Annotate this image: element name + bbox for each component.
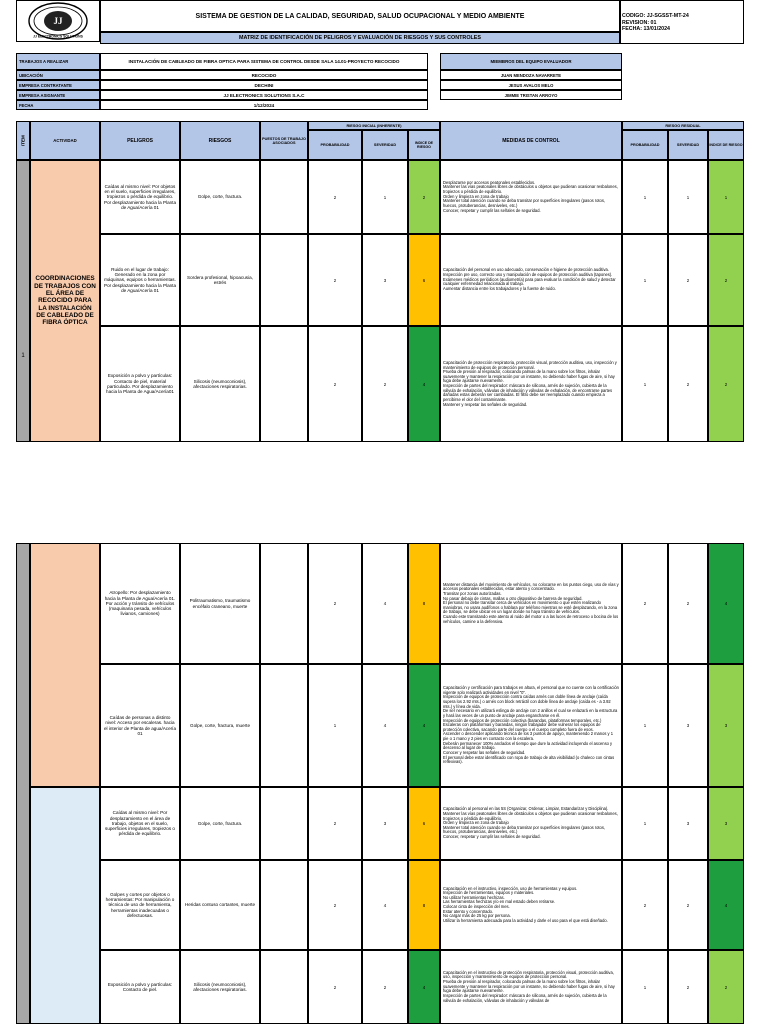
severidad-cell: 3 <box>362 787 408 860</box>
peligro-cell: Caídas de personas a distinto nivel: Acceso por escaleras. hacia el interior de Planta de agua/Acería 01 <box>100 664 180 787</box>
medidas-text: Capacitación en el instructivo, inspección, uso de herramientas y equipos. Inspección de herramientas, equipos y materiales. No utilizar herramientas hechizas. Las herramientas hechizas y/o en mal estado deben retirarse. Colocar cinta de inspección del mes. Estar atento y concentrado. No cargar más de 25 kg por persona. Utilizar la herramienta adecuada para la actividad y darle el uso para el que está diseñado. <box>443 885 608 923</box>
document-date: FECHA: 13/01/2024 <box>622 26 670 33</box>
puestos-cell <box>260 664 308 787</box>
residual-probabilidad-cell: 1 <box>622 787 668 860</box>
severidad-cell: 2 <box>362 950 408 1024</box>
probabilidad-cell: 2 <box>308 787 362 860</box>
medidas-control-cell <box>440 664 622 787</box>
riesgo-residual-header: RIESGO RESIDUAL <box>622 121 744 130</box>
table-row <box>16 234 744 326</box>
fecha-label: FECHA <box>16 100 100 110</box>
col-res-probabilidad-header: PROBABILIDAD <box>622 130 668 160</box>
residual-probabilidad-cell: 1 <box>622 160 668 234</box>
riesgo-cell: Politraumatismo, traumatismo encéfalo craneano, muerte <box>180 543 260 664</box>
peligro-cell: Exposición a polvo y partículas: Contacto de piel, material particulado. Por desplazamiento hacia la Planta de Agua/Acería01 <box>100 326 180 442</box>
residual-severidad-cell: 3 <box>668 664 708 787</box>
table-row <box>16 860 744 950</box>
ubicacion-label: UBICACIÓN <box>16 70 100 80</box>
probabilidad-cell: 2 <box>308 160 362 234</box>
col-res-indice-header: INDICE DE RIESGO <box>708 130 744 160</box>
col-res-severidad-header: SEVERIDAD <box>668 130 708 160</box>
indice-riesgo-cell: 6 <box>408 234 440 326</box>
asignante-label: EMPRESA ASIGNANTE <box>16 90 100 100</box>
residual-severidad-cell: 2 <box>668 860 708 950</box>
col-indice-header: INDICE DE RIESGO <box>408 130 440 160</box>
table-row <box>16 664 744 787</box>
indice-riesgo-cell: 8 <box>408 543 440 664</box>
peligro-cell: Atropello: Por desplazamiento hacia la Planta de Agua/Acería 01. Por acción y tránsito de vehículos (maquinaria pesada, vehículos livianos, camiones) <box>100 543 180 664</box>
residual-indice-cell: 2 <box>708 234 744 326</box>
riesgo-cell: Sordera profesional, hipoacusia, estrés <box>180 234 260 326</box>
svg-text:JJ ELECTRONICS SOLUTIONS: JJ ELECTRONICS SOLUTIONS <box>33 34 83 39</box>
indice-riesgo-cell: 2 <box>408 160 440 234</box>
residual-indice-cell: 4 <box>708 860 744 950</box>
matrix-title: MATRIZ DE IDENTIFICACIÓN DE PELIGROS Y EVALUACIÓN DE RIESGOS Y SUS CONTROLES <box>100 32 620 44</box>
table-row <box>16 787 744 860</box>
trabajos-value: INSTALACIÓN DE CABLEADO DE FIBRA OPTICA PARA SISTEMA DE CONTROL DESDE SALA 14.01-PROYECTO RECOCIDO <box>100 53 428 70</box>
severidad-cell: 1 <box>362 160 408 234</box>
severidad-cell: 4 <box>362 543 408 664</box>
riesgo-inicial-header: RIESGO INICIAL (INHERENTE) <box>308 121 440 130</box>
indice-riesgo-cell: 4 <box>408 326 440 442</box>
table-row <box>16 160 744 234</box>
activity-cell: COORDINACIONES DE TRABAJOS CON EL ÁREA DE RECOCIDO PARA LA INSTALACIÓN DE CABLEADO DE FIBRA ÓPTICA <box>30 160 100 442</box>
peligro-cell: Caídas al mismo nivel: Por desplazamiento en el área de trabajo, objetos en el suelo, superficies irregulares, tropiezos o pérdida de equilibrio. <box>100 787 180 860</box>
severidad-cell: 4 <box>362 860 408 950</box>
riesgo-cell: Golpe, corte, fractura, muerte <box>180 664 260 787</box>
puestos-cell <box>260 950 308 1024</box>
severidad-cell: 4 <box>362 664 408 787</box>
residual-indice-cell: 1 <box>708 160 744 234</box>
medidas-control-cell <box>440 787 622 860</box>
probabilidad-cell: 1 <box>308 664 362 787</box>
svg-text:JJ: JJ <box>53 16 63 26</box>
peligro-cell: Ruido en el lugar de trabajo: Generado en la zona por máquinas, equipos o herramientas. Por desplazamiento hacia la Planta de Agua/Acería 01 <box>100 234 180 326</box>
puestos-cell <box>260 543 308 664</box>
residual-indice-cell: 2 <box>708 950 744 1024</box>
asignante-value: JJ ELECTRONICS SOLUTIONS S.A.C <box>100 90 428 100</box>
medidas-control-cell <box>440 543 622 664</box>
probabilidad-cell: 2 <box>308 326 362 442</box>
col-riesgos-header: RIESGOS <box>180 121 260 160</box>
riesgo-cell: Golpe, corte, fractura. <box>180 160 260 234</box>
table-row <box>16 543 744 664</box>
probabilidad-cell: 2 <box>308 950 362 1024</box>
team-title: MIEMBROS DEL EQUIPO EVALUADOR <box>440 53 622 70</box>
table-row <box>16 950 744 1024</box>
indice-riesgo-cell: 4 <box>408 664 440 787</box>
residual-probabilidad-cell: 1 <box>622 664 668 787</box>
system-title: SISTEMA DE GESTION DE LA CALIDAD, SEGURIDAD, SALUD OCUPACIONAL Y MEDIO AMBIENTE <box>100 0 620 32</box>
riesgo-cell: Silicosis (neumoconiosis), afectaciones respiratorias. <box>180 950 260 1024</box>
company-logo <box>27 2 89 40</box>
team-member: JESUS AVALOS MELO <box>440 80 622 90</box>
team-member: JUAN MENDOZA NAVARRETE <box>440 70 622 80</box>
residual-indice-cell: 3 <box>708 787 744 860</box>
peligro-cell: Exposición a polvo y partículas: Contacto de piel. <box>100 950 180 1024</box>
residual-severidad-cell: 2 <box>668 543 708 664</box>
fecha-value: 1/12/2024 <box>100 100 428 110</box>
severidad-cell: 3 <box>362 234 408 326</box>
residual-severidad-cell: 2 <box>668 326 708 442</box>
residual-severidad-cell: 2 <box>668 950 708 1024</box>
document-revision: REVISION: 01 <box>622 19 657 26</box>
indice-riesgo-cell: 6 <box>408 787 440 860</box>
medidas-control-cell <box>440 234 622 326</box>
probabilidad-cell: 2 <box>308 543 362 664</box>
residual-probabilidad-cell: 2 <box>622 860 668 950</box>
col-probabilidad-header: PROBABILIDAD <box>308 130 362 160</box>
medidas-text: Capacitación y certificación para trabajos en altura, el personal que no cuente con la certificación vigente solo realizará actividades en nivel "0". Inspección de equipos de protección contra caídas arnés con doble línea de anclaje (caída supera los 2.92 mts.) o arnés con block retráctil con doble línea de anclaje (caída es - a 3.92 mts.) y línea de vida. De ser necesario en utilizará eslinga de anclaje con 2 anillos el cual se enlazará en la estructura y hará las veces de un punto de anclaje para engancharse en él. Inspección de equipos de protección colectiva (barandas, plataformas temporales, etc.) Escaleras con plataformas y barandas, ningún trabajador debe vulnerar los equipos de protección colectiva, sacando parte del cuerpo o el cuerpo completo fuera de esos. Ascender o descender aplicando técnica de los 3 puntos de apoyo, manteniendo 2 manos y 1 pie o 1 mano y 2 pies en contacto con la escalera. Deberán permanecer 100% anclados el tiempo que dure la actividad incluyendo el ascenso y descenso al lugar de trabajo. Conocer y respetar las señales de seguridad. El personal debe estar identificado con ropa de trabajo de alta visibilidad (o chaleco con cintas reflexivas). <box>443 685 619 765</box>
residual-probabilidad-cell: 1 <box>622 950 668 1024</box>
document-code: CODIGO: JJ-SGSST-MT-24 <box>622 13 689 19</box>
residual-indice-cell: 4 <box>708 543 744 664</box>
medidas-control-cell <box>440 860 622 950</box>
document-code-box <box>620 0 744 44</box>
table-row <box>16 326 744 442</box>
indice-riesgo-cell: 4 <box>408 950 440 1024</box>
contratante-label: EMPRESA CONTRATANTE <box>16 80 100 90</box>
residual-indice-cell: 3 <box>708 664 744 787</box>
trabajos-label: TRABAJOS A REALIZAR <box>16 53 100 70</box>
medidas-text: Desplazarse por accesos peatonales establecidos. Mantener las vías peatonales libres de obstáculos u objetos que pudieran ocasionar resbalones, tropiezos o pérdida de equilibrio. Orden y limpieza en zona de trabajo Mantener total atención cuando se deba transitar por superficies irregulares (pasos rotos, huecos, protuberancias, desniveles, etc.) Conocer, respetar y cumplir las señales de seguridad. <box>443 179 618 213</box>
logo-box <box>16 0 100 42</box>
col-peligros-header: PELIGROS <box>100 121 180 160</box>
col-severidad-header: SEVERIDAD <box>362 130 408 160</box>
residual-indice-cell: 2 <box>708 326 744 442</box>
team-member: JIMMIE TRISTAN ARROYO <box>440 90 622 100</box>
residual-probabilidad-cell: 2 <box>622 543 668 664</box>
puestos-cell <box>260 860 308 950</box>
puestos-cell <box>260 234 308 326</box>
medidas-text: Capacitación al personal en las 5S (Organizar, Ordenar, Limpiar, Estandarizar y Disciplina). Mantener las vías peatonales libres de obstáculos u objetos que pudieran ocasionar resbalones, tropiezos o pérdida de equilibrio. Orden y limpieza en zona de trabajo Mantener total atención cuando se deba transitar por superficies irregulares (pasos rotos, huecos, protuberancias, desniveles, etc.) Conocer, respetar y cumplir las señales de seguridad. <box>443 806 618 840</box>
item-number: 1 <box>21 353 25 359</box>
col-puestos-header: PUESTOS DE TRABAJO ASOCIADOS <box>260 121 308 160</box>
medidas-control-cell <box>440 160 622 234</box>
peligro-cell: Golpes y cortes por objetos o herramientas: Por manipulación o técnica de uso de herramienta, herramientas inadecuadas o defectuosas. <box>100 860 180 950</box>
medidas-text: Capacitación de protección respiratoria, protección visual, protección auditiva, uso, inspección y mantenimiento de equipos de protección personal. Prueba de presión al respirador, colocando palmas de la mano sobre los filtros, inhalar suavemente y mantener la respiración por un instante, no debiendo haber fugas de aire, si hay fuga debe ajustarse nuevamente. Inspección de partes del respirador: máscara de silicona, arnés de sujeción, cubierta de la válvula de exhalación, válvulas de inhalación y válvulas de exhalación, de encontrarse partes dañadas estas deberán ser cambiadas. El filtro debe ser reemplazado cuando empieza a percibirse el olor del contaminante. Mantener y respetar las señales de seguridad. <box>443 359 617 407</box>
col-item-header: ITEM <box>16 121 30 160</box>
riesgo-cell: Heridas contuso cortantes, muerte <box>180 860 260 950</box>
residual-probabilidad-cell: 1 <box>622 234 668 326</box>
residual-probabilidad-cell: 1 <box>622 326 668 442</box>
severidad-cell: 2 <box>362 326 408 442</box>
puestos-cell <box>260 326 308 442</box>
puestos-cell <box>260 160 308 234</box>
peligro-cell: Caídas al mismo nivel: Por objetos en el suelo, superficies irregulares, tropiezos o pérdida de equilibrio. Por desplazamiento hacia la Planta de Agua/Acería 01 <box>100 160 180 234</box>
contratante-value: DECHINI <box>100 80 428 90</box>
residual-severidad-cell: 3 <box>668 787 708 860</box>
medidas-control-cell <box>440 950 622 1024</box>
ubicacion-value: RECOCIDO <box>100 70 428 80</box>
probabilidad-cell: 2 <box>308 234 362 326</box>
medidas-text: Mantener distancia del movimiento de vehículos, no colocarse en los puntos ciego, uso de vías y accesos peatonales establecidos, estar atento y concentrado. Transitar por zonas autorizadas. No pasar debajo de cintas, mallas u otro dispositivo de barrera de seguridad. El personal no debe transitar cerca de vehículos en movimiento o que estén realizando maniobras, no usara audífonos o hablara por teléfono mientras se esté desplazando, en la zona de trabajo, se debe ubicar en un lugar donde no haya tránsito de vehículos. Cuando este transitando este atento al ruido del motor o a las luces de retroceso o bocina de los vehículos, camine a la defensiva. <box>443 581 619 624</box>
medidas-text: Capacitación en el instructivo de protección respiratoria, protección visual, protección auditiva, uso, inspección y mantenimiento de equipos de protección personal. Prueba de presión al respirador, colocando palmas de la mano sobre los filtros, inhalar suavemente y mantener la respiración por un instante, no debiendo haber fugas de aire, si hay fuga debe ajustarse nuevamente. Inspección de partes del respirador: máscara de silicona, arnés de sujeción, cubierta de la válvula de exhalación, válvulas de inhalación y válvulas de <box>443 969 615 1003</box>
probabilidad-cell: 2 <box>308 860 362 950</box>
col-medidas-header: MEDIDAS DE CONTROL <box>440 121 622 160</box>
medidas-control-cell <box>440 326 622 442</box>
medidas-text: Capacitación del personal en uso adecuado, conservación e higiene de protección auditiva. Inspección pre uso, correcto uso y manipulación de equipos de protección auditiva (tapones). Exámenes médicos periódicos (audiometría) para para evaluar la condición de salud y detectar cualquier enfermedad relacionada al trabajo. Aumentar distancia entre los trabajadores y la fuente de ruido. <box>443 267 616 291</box>
indice-riesgo-cell: 8 <box>408 860 440 950</box>
puestos-cell <box>260 787 308 860</box>
residual-severidad-cell: 1 <box>668 160 708 234</box>
col-actividad-header: ACTIVIDAD <box>30 121 100 160</box>
riesgo-cell: Silicosis (neumoconiosis), afectaciones respiratorias. <box>180 326 260 442</box>
riesgo-cell: Golpe, corte, fractura. <box>180 787 260 860</box>
residual-severidad-cell: 2 <box>668 234 708 326</box>
